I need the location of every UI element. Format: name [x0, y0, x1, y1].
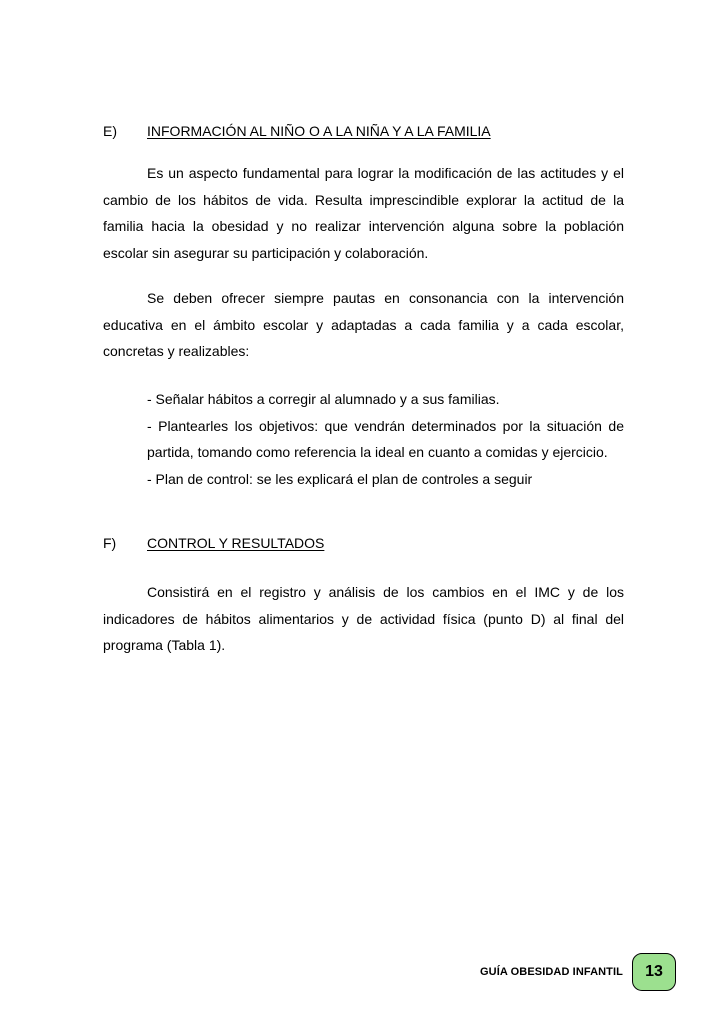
- footer-title: GUÍA OBESIDAD INFANTIL: [480, 966, 623, 978]
- page-number-badge: [632, 953, 676, 991]
- section-e-list: [147, 386, 624, 492]
- section-e-title: INFORMACIÓN AL NIÑO O A LA NIÑA Y A LA FAMILIA: [147, 123, 491, 139]
- section-f-heading: [103, 534, 324, 552]
- section-f-paragraph-1: Consistirá en el registro y análisis de los cambios en el IMC y de los indicadores de hábitos alimentarios y de actividad física (punto D) al final del programa (Tabla 1).: [103, 584, 624, 653]
- list-item: - Plantearles los objetivos: que vendrán determinados por la situación de partida, tomando como referencia la ideal en cuanto a comidas y ejercicio.: [147, 417, 624, 460]
- section-e-heading: [103, 122, 491, 140]
- section-f-letter: F): [103, 535, 117, 551]
- list-item: - Señalar hábitos a corregir al alumnado y a sus familias.: [147, 391, 500, 407]
- section-e-paragraph-1: Es un aspecto fundamental para lograr la modificación de las actitudes y el cambio de los hábitos de vida. Resulta imprescindible explorar la actitud de la familia hacia la obesidad y no realizar intervención alguna sobre la población escolar sin asegurar su participación y colaboración.: [103, 165, 624, 261]
- section-e-paragraph-2: Se deben ofrecer siempre pautas en consonancia con la intervención educativa en el ámbito escolar y adaptadas a cada familia y a cada escolar, concretas y realizables:: [103, 290, 624, 359]
- section-f-title: CONTROL Y RESULTADOS: [147, 535, 325, 551]
- list-item: - Plan de control: se les explicará el plan de controles a seguir: [147, 470, 533, 487]
- section-e-letter: E): [103, 123, 117, 139]
- page-number: 13: [645, 963, 663, 980]
